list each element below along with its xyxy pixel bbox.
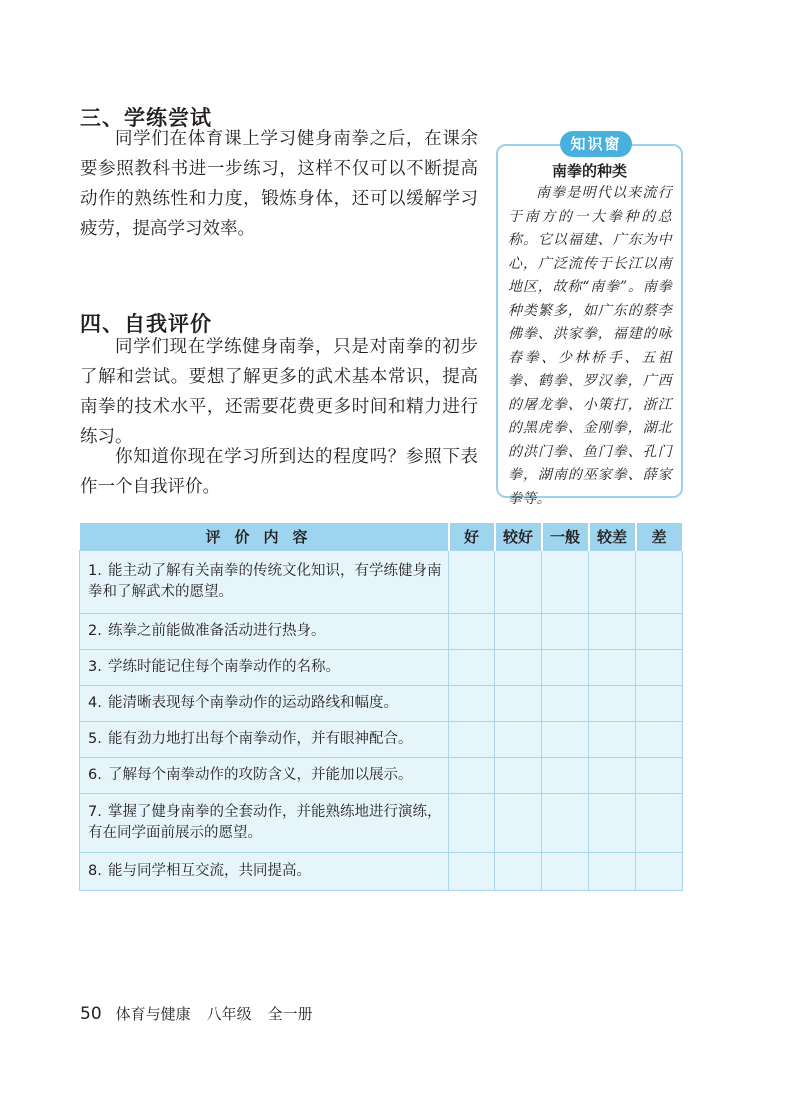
- rating-cell[interactable]: [636, 686, 683, 722]
- criterion-number: 3.: [88, 659, 102, 675]
- knowledge-window-badge: 知识窗: [560, 131, 632, 157]
- criterion-text: 练拳之前能做准备活动进行热身。: [108, 623, 326, 639]
- criterion-cell: [80, 853, 449, 891]
- rating-cell[interactable]: [636, 650, 683, 686]
- book-title: 体育与健康: [115, 1005, 191, 1023]
- rating-cell[interactable]: [636, 722, 683, 758]
- criterion-text: 能主动了解有关南拳的传统文化知识，有学练健身南拳和了解武术的愿望。: [88, 563, 442, 600]
- criterion-text: 了解每个南拳动作的攻防含义，并能加以展示。: [108, 767, 413, 783]
- rating-cell[interactable]: [542, 551, 589, 614]
- grade-label: 八年级: [206, 1005, 252, 1023]
- knowledge-window-text: 南拳是明代以来流行于南方的一大拳种的总称。它以福建、广东为中心，广泛流传于长江以南地区，故称“南拳”。南拳种类繁多，如广东的蔡李佛拳、洪家拳，福建的咏春拳、少林桥手、五祖拳、鹤拳、罗汉拳，广西的屠龙拳、小策打，浙江的黑虎拳、金刚拳，湖北的洪门拳、鱼门拳、孔门拳，湖南的巫家拳、薛家拳等。: [508, 185, 672, 507]
- rating-cell[interactable]: [495, 722, 542, 758]
- rating-cell[interactable]: [449, 551, 495, 614]
- rating-cell[interactable]: [589, 551, 636, 614]
- header-content: 评价内容: [80, 523, 449, 551]
- rating-cell[interactable]: [449, 614, 495, 650]
- rating-cell[interactable]: [449, 794, 495, 853]
- table-row: [80, 551, 683, 614]
- criterion-cell: [80, 551, 449, 614]
- rating-cell[interactable]: [542, 853, 589, 891]
- criterion-number: 6.: [88, 767, 102, 783]
- rating-cell[interactable]: [495, 614, 542, 650]
- header-good: 好: [449, 523, 495, 551]
- header-fairly-good: 较好: [495, 523, 542, 551]
- volume-label: 全一册: [267, 1005, 313, 1023]
- self-evaluation-instruction: 你知道你现在学习所到达的程度吗？参照下表作一个自我评价。: [80, 447, 478, 497]
- rating-cell[interactable]: [589, 650, 636, 686]
- criterion-text: 学练时能记住每个南拳动作的名称。: [108, 659, 340, 675]
- self-evaluation-table: [79, 523, 684, 891]
- criterion-text: 能清晰表现每个南拳动作的运动路线和幅度。: [108, 695, 398, 711]
- criterion-number: 4.: [88, 695, 102, 711]
- rating-cell[interactable]: [589, 722, 636, 758]
- section-heading-self-evaluation: 四、自我评价: [80, 312, 212, 336]
- page-number: 50: [80, 1004, 102, 1024]
- rating-cell[interactable]: [636, 853, 683, 891]
- table-row: [80, 722, 683, 758]
- practice-paragraph: 同学们在体育课上学习健身南拳之后，在课余要参照教科书进一步练习，这样不仅可以不断提高动作的熟练性和力度，锻炼身体，还可以缓解学习疲劳，提高学习效率。: [80, 129, 478, 239]
- criterion-cell: [80, 794, 449, 853]
- rating-cell[interactable]: [636, 794, 683, 853]
- rating-cell[interactable]: [495, 650, 542, 686]
- criterion-cell: [80, 614, 449, 650]
- rating-cell[interactable]: [449, 650, 495, 686]
- rating-cell[interactable]: [449, 686, 495, 722]
- rating-cell[interactable]: [495, 758, 542, 794]
- criterion-text: 能有劲力地打出每个南拳动作，并有眼神配合。: [108, 731, 413, 747]
- table-row: [80, 758, 683, 794]
- table-row: [80, 650, 683, 686]
- rating-cell[interactable]: [542, 758, 589, 794]
- rating-cell[interactable]: [542, 686, 589, 722]
- criterion-number: 2.: [88, 623, 102, 639]
- criterion-text: 掌握了健身南拳的全套动作，并能熟练地进行演练，有在同学面前展示的愿望。: [88, 804, 442, 841]
- rating-cell[interactable]: [449, 722, 495, 758]
- page-footer: [80, 1003, 313, 1024]
- rating-cell[interactable]: [589, 794, 636, 853]
- criterion-text: 能与同学相互交流，共同提高。: [108, 863, 311, 879]
- knowledge-window-title: 南拳的种类: [551, 162, 627, 180]
- table-header-row: [80, 523, 683, 551]
- criterion-cell: [80, 686, 449, 722]
- criterion-cell: [80, 722, 449, 758]
- rating-cell[interactable]: [589, 614, 636, 650]
- criterion-number: 7.: [88, 804, 102, 820]
- rating-cell[interactable]: [589, 758, 636, 794]
- rating-cell[interactable]: [495, 794, 542, 853]
- rating-cell[interactable]: [449, 758, 495, 794]
- rating-cell[interactable]: [589, 853, 636, 891]
- table-row: [80, 614, 683, 650]
- table-row: [80, 853, 683, 891]
- rating-cell[interactable]: [542, 614, 589, 650]
- criterion-number: 1.: [88, 563, 102, 579]
- table-row: [80, 686, 683, 722]
- rating-cell[interactable]: [542, 794, 589, 853]
- rating-cell[interactable]: [542, 650, 589, 686]
- rating-cell[interactable]: [636, 758, 683, 794]
- criterion-cell: [80, 650, 449, 686]
- rating-cell[interactable]: [636, 614, 683, 650]
- criterion-cell: [80, 758, 449, 794]
- rating-cell[interactable]: [495, 853, 542, 891]
- self-evaluation-paragraph: 同学们现在学练健身南拳，只是对南拳的初步了解和尝试。要想了解更多的武术基本常识，提高南拳的技术水平，还需要花费更多时间和精力进行练习。: [80, 337, 478, 447]
- header-fairly-poor: 较差: [589, 523, 636, 551]
- criterion-number: 5.: [88, 731, 102, 747]
- rating-cell[interactable]: [495, 551, 542, 614]
- section-heading-practice: 三、学练尝试: [80, 106, 212, 130]
- rating-cell[interactable]: [636, 551, 683, 614]
- criterion-number: 8.: [88, 863, 102, 879]
- rating-cell[interactable]: [589, 686, 636, 722]
- rating-cell[interactable]: [449, 853, 495, 891]
- header-average: 一般: [542, 523, 589, 551]
- header-poor: 差: [636, 523, 683, 551]
- table-row: [80, 794, 683, 853]
- rating-cell[interactable]: [495, 686, 542, 722]
- rating-cell[interactable]: [542, 722, 589, 758]
